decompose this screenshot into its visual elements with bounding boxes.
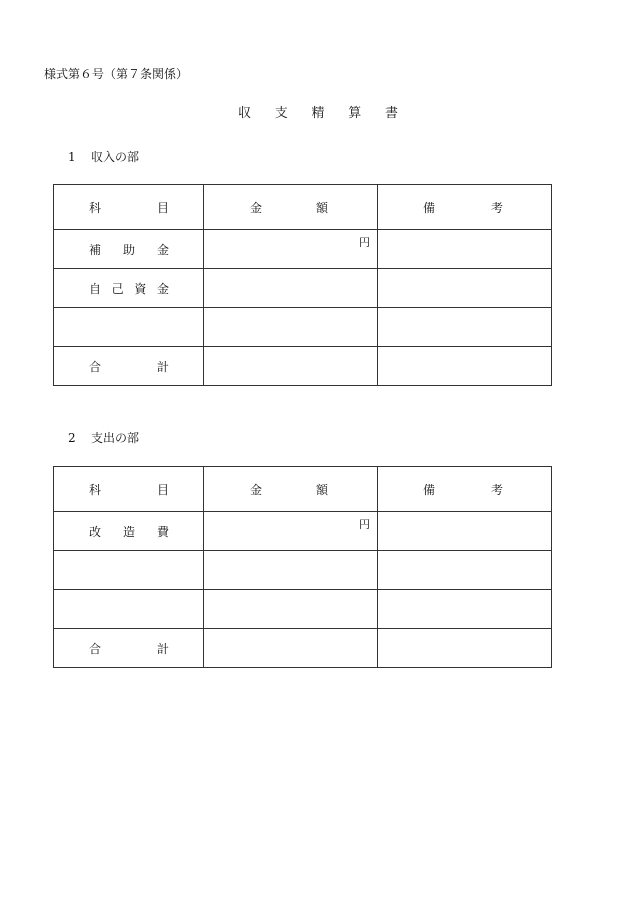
income-amount-cell[interactable]: [204, 269, 378, 308]
income-subject-cell: 合 計: [54, 347, 204, 386]
expense-subject-cell[interactable]: [54, 590, 204, 629]
expense-header-row: [54, 467, 552, 512]
yen-unit: 円: [359, 518, 370, 531]
income-note-cell[interactable]: [378, 230, 552, 269]
income-amount-cell[interactable]: [204, 230, 378, 269]
table-row: [54, 269, 552, 308]
income-amount-cell[interactable]: [204, 308, 378, 347]
expense-amount-cell[interactable]: [204, 629, 378, 668]
document-title: 収 支 精 算 書: [238, 106, 398, 121]
expense-note-cell[interactable]: [378, 512, 552, 551]
expense-section-number: 2: [68, 431, 76, 445]
income-total-row: [54, 347, 552, 386]
expense-subject-cell: 改 造 費: [54, 512, 204, 551]
expense-total-row: [54, 629, 552, 668]
expense-subject-cell[interactable]: [54, 551, 204, 590]
income-section-title: 収入の部: [91, 150, 140, 164]
expense-subject-cell: 合 計: [54, 629, 204, 668]
income-section-heading: [68, 150, 139, 164]
expense-note-cell[interactable]: [378, 551, 552, 590]
expense-note-cell[interactable]: [378, 629, 552, 668]
expense-amount-cell[interactable]: [204, 551, 378, 590]
yen-unit: 円: [359, 236, 370, 249]
income-header-note: 備 考: [378, 185, 552, 230]
income-amount-cell[interactable]: [204, 347, 378, 386]
table-row: [54, 512, 552, 551]
table-row: [54, 230, 552, 269]
income-note-cell[interactable]: [378, 347, 552, 386]
expense-amount-cell[interactable]: [204, 512, 378, 551]
table-row: [54, 551, 552, 590]
expense-section-heading: [68, 431, 139, 445]
expense-section-title: 支出の部: [91, 431, 140, 445]
expense-amount-cell[interactable]: [204, 590, 378, 629]
income-subject-cell[interactable]: [54, 308, 204, 347]
income-section-number: 1: [68, 150, 76, 164]
income-header-subject: 科 目: [54, 185, 204, 230]
expense-table: [53, 466, 552, 668]
income-header-amount: 金 額: [204, 185, 378, 230]
income-subject-cell: 補 助 金: [54, 230, 204, 269]
form-number: 様式第６号（第７条関係）: [44, 67, 189, 81]
income-note-cell[interactable]: [378, 269, 552, 308]
expense-header-amount: 金 額: [204, 467, 378, 512]
income-subject-cell: 自 己 資 金: [54, 269, 204, 308]
expense-header-subject: 科 目: [54, 467, 204, 512]
income-table: [53, 184, 552, 386]
income-header-row: [54, 185, 552, 230]
income-note-cell[interactable]: [378, 308, 552, 347]
expense-note-cell[interactable]: [378, 590, 552, 629]
table-row: [54, 590, 552, 629]
table-row: [54, 308, 552, 347]
expense-header-note: 備 考: [378, 467, 552, 512]
